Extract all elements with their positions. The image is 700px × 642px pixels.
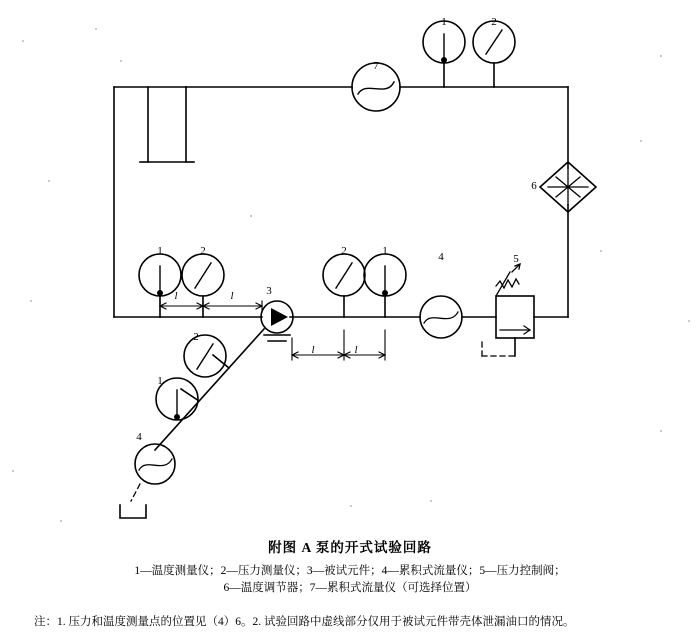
drain-dashed-line xyxy=(131,484,140,501)
scan-speck xyxy=(48,180,50,182)
scan-speck xyxy=(22,40,24,42)
label-left-gauge-2: 2 xyxy=(200,245,206,257)
gauge-1-left-bulb xyxy=(157,290,163,296)
figure-caption xyxy=(0,536,700,597)
label-mid-gauge-2b: 2 xyxy=(341,245,347,257)
flowmeter-4-drain-curve xyxy=(139,459,172,470)
scan-speck xyxy=(250,215,252,217)
scan-speck xyxy=(12,470,14,472)
gauge-2-left-needle xyxy=(195,263,211,288)
label-dim-right-1: l xyxy=(311,344,315,356)
scan-speck xyxy=(640,140,642,142)
label-pump-3: 3 xyxy=(266,285,272,297)
gauge-1-drain-bulb xyxy=(174,414,180,420)
gauge-1-top-bulb xyxy=(441,57,447,63)
figure-title: 附图 A 泵的开式试验回路 xyxy=(268,540,432,555)
scan-speck xyxy=(430,500,432,502)
label-top-gauge-1: 1 xyxy=(441,16,447,28)
label-left-gauge-1: 1 xyxy=(157,245,163,257)
label-drain-flow-4: 4 xyxy=(136,431,142,443)
label-mid-gauge-1b: 1 xyxy=(382,245,388,257)
label-dim-left-2: l xyxy=(230,290,234,302)
reservoir-tank xyxy=(148,87,186,162)
scan-speck xyxy=(600,250,602,252)
flowmeter-4-body xyxy=(420,296,462,338)
gauge-1-mid-bulb xyxy=(382,290,388,296)
gauge-2-mid-needle xyxy=(336,263,352,288)
scan-speck xyxy=(30,300,32,302)
label-cooler-6: 6 xyxy=(531,180,537,192)
label-dim-left-1: l xyxy=(174,290,178,302)
gauge-2-drain-needle xyxy=(197,344,213,369)
scan-speck xyxy=(350,505,352,507)
flowmeter-7-curve xyxy=(358,82,394,94)
scan-speck xyxy=(95,28,97,30)
label-drain-gauge-2: 2 xyxy=(193,331,199,343)
drain-tank-symbol xyxy=(120,505,146,518)
scan-speck xyxy=(660,430,662,432)
scan-speck xyxy=(120,60,122,62)
scan-speck xyxy=(660,55,662,57)
gauge-2-top-needle xyxy=(486,30,502,54)
label-dim-right-2: l xyxy=(354,344,358,356)
figure-note: 注：1. 压力和温度测量点的位置见（4）6。2. 试验回路中虚线部分仅用于被试元件带壳体泄漏油口的情况。 xyxy=(34,616,575,628)
label-top-thermometer-7: 7 xyxy=(373,60,379,72)
scan-speck xyxy=(688,320,690,322)
pump-3-triangle xyxy=(271,308,288,326)
drain-diagonal-pipe xyxy=(155,329,264,450)
label-top-gauge-2: 2 xyxy=(491,16,497,28)
label-mid-flow-4: 4 xyxy=(438,251,444,263)
flowmeter-4-curve xyxy=(424,312,458,323)
relief-valve-spring xyxy=(496,279,519,288)
label-drain-gauge-1: 1 xyxy=(157,375,163,387)
scan-speck xyxy=(60,520,62,522)
legend-line-1: 1—温度测量仪；2—压力测量仪；3—被试元件；4—累积式流量仪；5—压力控制阀； xyxy=(134,565,566,577)
label-relief-valve-5: 5 xyxy=(513,253,519,265)
legend-line-2: 6—温度调节器；7—累积式流量仪（可选择位置） xyxy=(223,582,477,594)
